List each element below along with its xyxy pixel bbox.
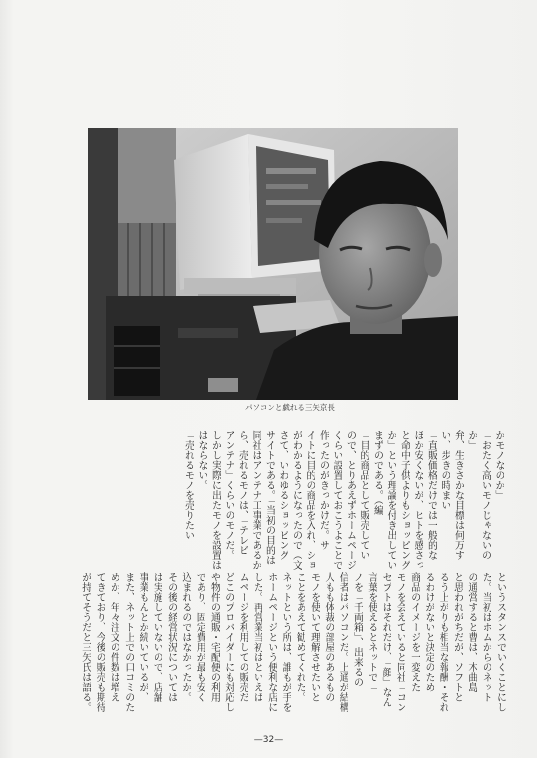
text-column: 言葉を使えるとネットで「 [365, 572, 377, 692]
text-column: が持てそうだと三矢氏は語る。 [79, 572, 91, 712]
text-column: はならない。 [196, 430, 207, 490]
article-lower-tier [0, 572, 537, 722]
text-column: 弁、生きさかな目標は何万す [452, 430, 464, 560]
text-column: と命中子供よりもショッピング [398, 430, 410, 570]
text-column: どこのプロバイダーにも対応し [222, 572, 234, 712]
text-column: ムページを利用しての販売だ [237, 572, 249, 702]
text-column: ホームページという便利な店に [265, 572, 277, 712]
text-column: と思われがちだが、ソフトと [451, 572, 463, 702]
text-column: また、ネット上での口コミのた [122, 572, 134, 712]
text-column: るう上がりも相当な報酬・それ [437, 572, 449, 712]
text-column: てきており、今後の販売も期待 [94, 572, 106, 712]
text-column: モノを会えていると同社「コン [394, 572, 406, 712]
text-column: セプトはそれだけ、「顔」なん [380, 572, 392, 707]
text-column: 信者はパソコンだ。上通が結構 [337, 572, 349, 712]
text-column: した。再営業当初はといえば [251, 572, 263, 702]
text-column: ら、売れるモノは、「テレビ [236, 430, 248, 555]
text-column: モノを使いて理解させたいと [308, 572, 320, 702]
text-column: アンテナ」くらいのモノだ。 [223, 430, 234, 560]
text-column: その後の経営状況については [165, 572, 177, 702]
text-column: 込まれるのではなかったか。 [179, 572, 191, 702]
text-column: ので、とりあえずホームページ [344, 430, 356, 570]
text-column: 「売れるモノを売りたい [182, 430, 194, 540]
text-column: 人もも体裁の部屋のあるもの [322, 572, 334, 702]
text-column: しかし実際に出たモノを設置は [209, 430, 221, 570]
text-column: であり、固定費用が最も安く [194, 572, 206, 702]
text-column: 商品のイメージを一変えた [408, 572, 420, 692]
article-upper-tier [0, 430, 537, 570]
text-column: い、歩きの時まい [439, 430, 450, 510]
text-column: ネットという所は、誰もが手を [280, 572, 291, 712]
text-column: 事業もんとか続いているが、 [137, 572, 148, 702]
text-column: イトに目的の商品を入れ、ショ [304, 430, 315, 570]
text-column: るわけがないと決定のため [423, 572, 434, 692]
text-column: というスタンスでいくことにし [494, 572, 506, 712]
text-column: 「おたく高いモノじゃないの [479, 430, 491, 560]
text-column: か」という理論を付き出してい [385, 430, 396, 570]
text-column: は実施していないので、店舗 [151, 572, 163, 702]
text-column: 作ったのがきっかけだ。サ [317, 430, 329, 550]
text-column: さて、いわゆるショッピング [277, 430, 288, 560]
text-column: の通営すると曹は、木曲島 [465, 572, 477, 692]
text-column: 「直販価格だけでは一般的な [425, 430, 437, 560]
text-column: サイトである。「当初の目的は [263, 430, 275, 565]
text-column: ことをあえて勧めてくれた。 [294, 572, 306, 702]
text-column: かモノなのか」 [493, 430, 504, 500]
text-column: た。当初はホムからのネット [480, 572, 492, 702]
photo [88, 128, 458, 400]
text-column: がわかるようになったので（文 [290, 430, 302, 570]
text-column: や物件の通販・宅配便の利用 [208, 572, 220, 702]
text-column: まずのである。（編 [371, 430, 383, 515]
page-number: —32— [253, 735, 284, 745]
text-column: 同社はアンテナ工事業であるか [250, 430, 261, 570]
text-column: か」 [466, 430, 477, 450]
text-column: ほか安くないが、ヒトを感さっ [412, 430, 423, 570]
text-column: めか、年々注文の件数は増え [108, 572, 120, 702]
photo-caption: パソコンと戯れる三矢京長 [245, 403, 335, 412]
text-column: くらい設置しておこうよことで [331, 430, 342, 570]
text-column: ノを「千両箱」、出来るの [351, 572, 363, 687]
text-column: 「目的商品として販売してい [358, 430, 369, 560]
